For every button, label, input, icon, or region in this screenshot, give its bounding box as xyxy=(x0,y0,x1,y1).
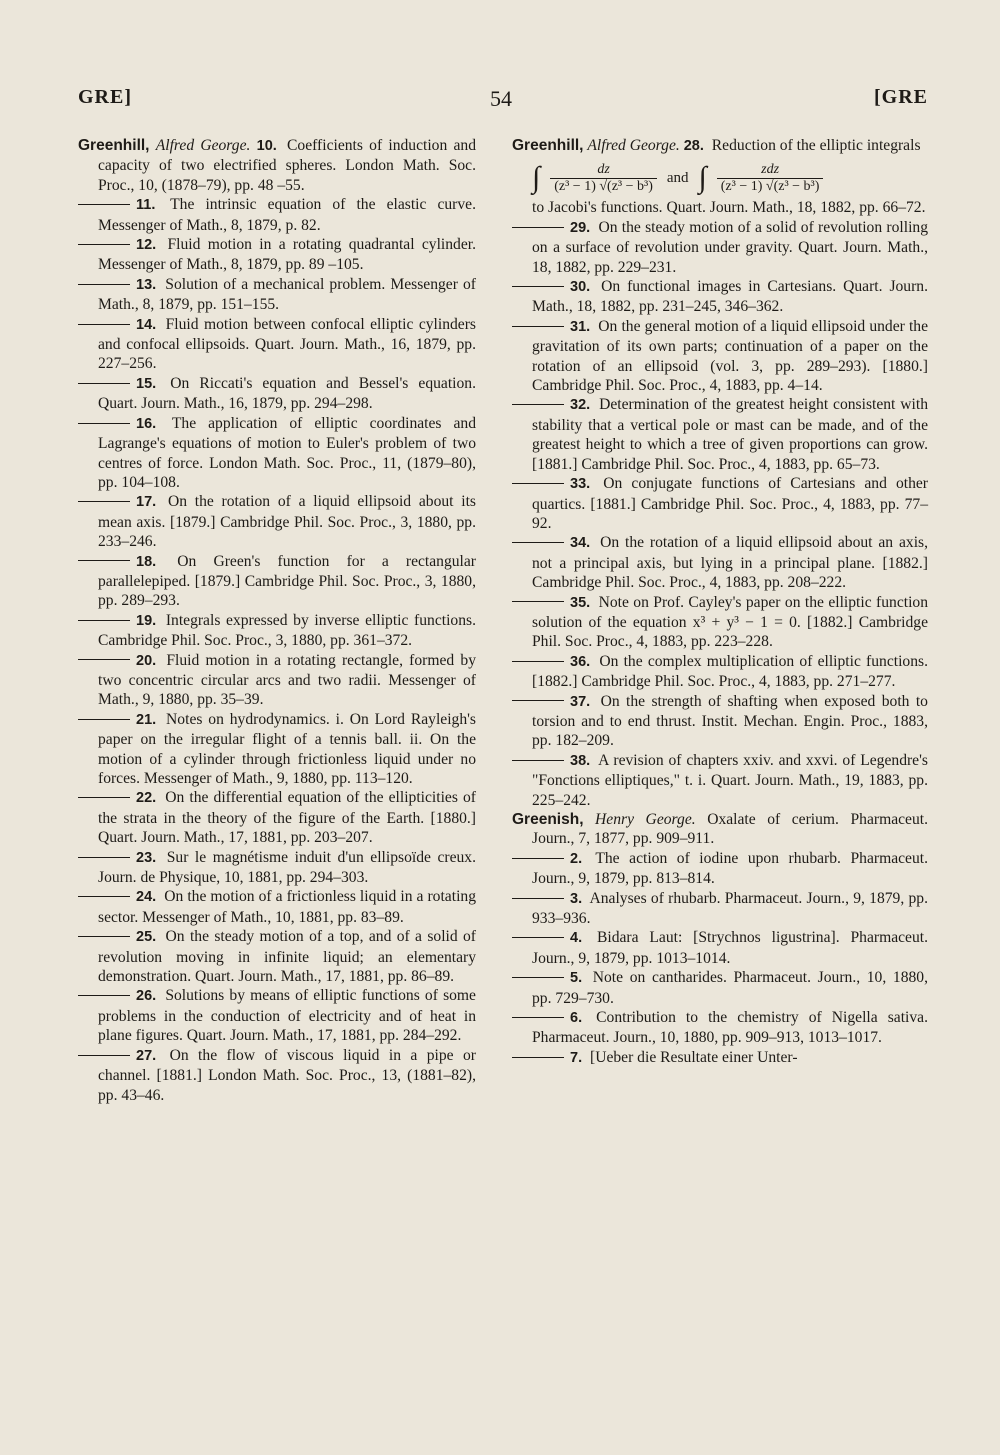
entry-text: Notes on hydrodynamics. i. On Lord Rayleigh's paper on the irregular flight of a tennis ball. ii. On the motion of a cylinder through frictionless liquid under no forces. Messenger of Math., 9, 1880, pp. 113–120. xyxy=(98,710,477,787)
bibliography-entry xyxy=(512,692,928,751)
ditto-rule xyxy=(78,1055,130,1056)
entry-text: Solution of a mechanical problem. Messenger of Math., 8, 1879, pp. 151–155. xyxy=(98,275,476,314)
bibliography-entry xyxy=(512,889,928,929)
ditto-rule xyxy=(78,324,130,325)
bibliography-entry xyxy=(78,552,476,611)
entry-text: Bidara Laut: [Strychnos ligustrina]. Pharmaceut. Journ., 9, 1879, pp. 1013–1014. xyxy=(532,929,928,967)
bibliography-entry xyxy=(78,414,476,493)
entry-text: Coefficients of induction and capacity of two electrified spheres. London Math. Soc. Proc., 10, (1878–79), pp. 48 –55. xyxy=(98,137,476,194)
entry-number: 33. xyxy=(570,476,591,493)
entry-text: The application of elliptic coordinates and Lagrange's equations of motion to Euler's problem of two centres of force. London Math. Soc. Proc., 11, (1879–80), pp. 104–108. xyxy=(98,414,476,491)
entry-number: 3. xyxy=(570,890,583,907)
ditto-rule xyxy=(512,227,564,228)
ditto-rule xyxy=(78,204,130,205)
bibliography-entry xyxy=(78,235,476,275)
ditto-rule xyxy=(78,995,130,996)
entry-text: On the complex multiplication of elliptic functions. [1882.] Cambridge Phil. Soc. Proc., 4, 1883, pp. 271–277. xyxy=(532,652,928,691)
ditto-rule xyxy=(512,858,564,859)
left-column xyxy=(78,136,476,1105)
entry-number: 21. xyxy=(136,711,157,728)
bibliography-entry xyxy=(512,593,928,652)
entry-number: 37. xyxy=(570,693,591,710)
integral-sign: ∫ xyxy=(532,161,541,195)
ditto-rule xyxy=(512,1057,564,1058)
ditto-rule xyxy=(78,659,130,660)
bibliography-entry xyxy=(78,275,476,315)
entry-number: 24. xyxy=(136,889,157,906)
entry-text: On the flow of viscous liquid in a pipe or channel. [1881.] London Math. Soc. Proc., 13, (1881–82), pp. 43–46. xyxy=(98,1046,477,1104)
bibliography-entry xyxy=(512,849,928,889)
bibliography-entry xyxy=(512,751,928,810)
ditto-rule xyxy=(512,760,564,761)
ditto-rule xyxy=(512,404,564,405)
ditto-rule xyxy=(78,560,130,561)
ditto-rule xyxy=(78,936,130,937)
right-column-entries xyxy=(512,218,928,1068)
ditto-rule xyxy=(512,1017,564,1018)
bibliography-entry xyxy=(78,887,476,927)
bibliography-entry xyxy=(78,788,476,847)
ditto-rule xyxy=(512,483,564,484)
entry-text: Integrals expressed by inverse elliptic functions. Cambridge Phil. Soc. Proc., 3, 1880, pp. 361–372. xyxy=(98,611,476,650)
entry-number: 30. xyxy=(570,279,591,296)
integral-sign: ∫ xyxy=(698,161,707,195)
author-given-names: Henry George. xyxy=(595,811,696,828)
entry-number: 18. xyxy=(136,553,157,570)
ditto-rule xyxy=(512,977,564,978)
entry-number: 20. xyxy=(136,652,157,669)
ditto-rule xyxy=(512,898,564,899)
entry-number: 22. xyxy=(136,790,157,807)
entry-number: 29. xyxy=(570,219,591,236)
entry-text: The action of iodine upon rhubarb. Pharmaceut. Journ., 9, 1879, pp. 813–814. xyxy=(532,849,928,888)
entry-number: 31. xyxy=(570,318,591,335)
ditto-rule xyxy=(78,423,130,424)
entry-number: 26. xyxy=(136,988,157,1005)
ditto-rule xyxy=(78,383,130,384)
entry-number: 34. xyxy=(570,535,591,552)
entry-number: 25. xyxy=(136,929,157,946)
ditto-rule xyxy=(512,661,564,662)
entry-number: 14. xyxy=(136,316,157,333)
entry-text: A revision of chapters xxiv. and xxvi. of Legendre's "Fonctions elliptiques," t. i. Quart. Journ. Math., 19, 1883, pp. 225–242. xyxy=(532,751,928,809)
right-column xyxy=(512,136,928,1068)
entry-text: Fluid motion between confocal elliptic cylinders and confocal ellipsoids. Quart. Journ. Math., 16, 1879, pp. 227–256. xyxy=(98,315,476,373)
entry-text: On the steady motion of a top, and of a solid of revolution moving in infinite liquid; an elementary demonstration. Quart. Journ. Math., 17, 1881, pp. 86–89. xyxy=(98,928,476,986)
author-given-names: Alfred George. xyxy=(587,137,680,154)
entry-text: Analyses of rhubarb. Pharmaceut. Journ., 9, 1879, pp. 933–936. xyxy=(532,889,928,928)
author-surname: Greenhill, xyxy=(512,137,584,154)
author-surname: Greenish, xyxy=(512,811,584,828)
entry-text: Oxalate of cerium. Pharmaceut. Journ., 7, 1877, pp. 909–911. xyxy=(532,811,928,848)
entry-text: On the strength of shafting when exposed both to torsion and to end thrust. Instit. Mechan. Engin. Proc., 1883, pp. 182–209. xyxy=(532,692,928,750)
bibliography-entry xyxy=(512,474,928,533)
bibliography-entry xyxy=(512,218,928,277)
entry-continuation xyxy=(512,198,928,217)
ditto-rule xyxy=(512,542,564,543)
formula-and: and xyxy=(666,169,689,186)
entry-number: 12. xyxy=(136,237,157,254)
bibliography-entry xyxy=(512,277,928,317)
entry-text: to Jacobi's functions. Quart. Journ. Math., 18, 1882, pp. 66–72. xyxy=(532,199,926,217)
ditto-rule xyxy=(78,620,130,621)
bibliography-entry xyxy=(78,651,476,710)
bibliography-entry xyxy=(512,533,928,592)
author-surname: Greenhill, xyxy=(78,137,150,154)
ditto-rule xyxy=(512,601,564,602)
entry-number: 38. xyxy=(570,752,591,769)
entry-number: 36. xyxy=(570,653,591,670)
entry-number: 10. xyxy=(256,138,277,154)
fraction-1: $\frac{dz}{\text{(z³ − 1) √(z³ − b³)}}$ xyxy=(550,162,657,195)
bibliography-entry xyxy=(78,710,476,789)
entry-text: On the motion of a frictionless liquid in a rotating sector. Messenger of Math., 10, 1881, pp. 83–89. xyxy=(98,888,476,926)
bibliography-entry xyxy=(512,136,928,156)
bibliography-entry xyxy=(78,315,476,374)
bibliography-entry xyxy=(78,195,476,235)
entry-text: On the general motion of a liquid ellipsoid under the gravitation of its own parts; continuation of a paper on the rotation of an ellipsoid (vol. 3, pp. 289–293). [1880.] Cambridge Phil. Soc. Proc., 4, 1883, pp. 4–14. xyxy=(532,317,928,395)
entry-text: Note on cantharides. Pharmaceut. Journ., 10, 1880, pp. 729–730. xyxy=(532,969,928,1007)
ditto-rule xyxy=(78,797,130,798)
entry-number: 2. xyxy=(570,850,583,867)
bibliography-entry xyxy=(512,652,928,692)
entry-number: 6. xyxy=(570,1010,583,1027)
page-header xyxy=(0,86,1000,126)
running-head-right: [GRE xyxy=(874,86,928,108)
integral-formula xyxy=(532,158,928,198)
entry-text: Sur le magnétisme induit d'un ellipsoïde creux. Journ. de Physique, 10, 1881, pp. 294–303. xyxy=(98,848,476,887)
ditto-rule xyxy=(512,326,564,327)
entry-text: The intrinsic equation of the elastic curve. Messenger of Math., 8, 1879, p. 82. xyxy=(98,196,476,234)
bibliography-entry xyxy=(78,1046,476,1105)
bibliography-entry xyxy=(512,968,928,1008)
bibliography-entry xyxy=(512,317,928,396)
ditto-rule xyxy=(78,244,130,245)
entry-number: 13. xyxy=(136,276,157,293)
entry-number: 7. xyxy=(570,1049,583,1066)
author-given-names: Alfred George. xyxy=(155,137,251,154)
bibliography-entry xyxy=(512,810,928,849)
entry-number: 35. xyxy=(570,594,591,611)
entry-text: On the steady motion of a solid of revolution rolling on a surface of revolution under gravity. Quart. Journ. Math., 18, 1882, pp. 229–231. xyxy=(532,218,928,276)
entry-text: Reduction of the elliptic integrals xyxy=(711,137,921,154)
entry-text: On the differential equation of the ellipticities of the strata in the theory of the figure of the Earth. [1880.] Quart. Journ. Math., 17, 1881, pp. 203–207. xyxy=(98,789,476,847)
entry-text: On the rotation of a liquid ellipsoid about an axis, not a principal axis, but lying in a principal plane. [1882.] Cambridge Phil. Soc. Proc., 4, 1883, pp. 208–222. xyxy=(532,534,928,592)
entry-number: 16. xyxy=(136,415,157,432)
running-head-left: GRE] xyxy=(78,86,132,108)
entry-number: 17. xyxy=(136,494,157,511)
entry-text: On functional images in Cartesians. Quart. Journ. Math., 18, 1882, pp. 231–245, 346–362. xyxy=(532,278,928,316)
bibliography-entry xyxy=(78,927,476,986)
entry-text: On conjugate functions of Cartesians and other quartics. [1881.] Cambridge Phil. Soc. Proc., 4, 1883, pp. 77–92. xyxy=(532,475,928,532)
bibliography-entry xyxy=(512,395,928,474)
entry-number: 23. xyxy=(136,849,157,866)
ditto-rule xyxy=(512,286,564,287)
entry-text: Solutions by means of elliptic functions of some problems in the conduction of electricity and of heat in plane figures. Quart. Journ. Math., 17, 1881, pp. 284–292. xyxy=(98,987,476,1045)
bibliography-entry xyxy=(78,136,476,195)
bibliography-entry xyxy=(78,611,476,651)
entry-text: Fluid motion in a rotating rectangle, formed by two concentric circular arcs and two radii. Messenger of Math., 9, 1880, pp. 35–39. xyxy=(98,651,476,709)
fraction-2: $\frac{\text{zdz}}{\text{(z³ − 1) √(z³ − b³)}}$ xyxy=(717,162,824,195)
ditto-rule xyxy=(78,896,130,897)
entry-text: Note on Prof. Cayley's paper on the elliptic function solution of the equation x³ + y³ − 1 = 0. [1882.] Cambridge Phil. Soc. Proc., 4, 1883, pp. 223–228. xyxy=(532,593,928,651)
entry-text: Determination of the greatest height consistent with stability that a vertical pole or mast can be made, and of the greatest height to which a tree of given proportions can grow. [1881.] Cambridge Phil. Soc. Proc., 4, 1883, pp. 65–73. xyxy=(532,396,928,473)
entry-text: On Green's function for a rectangular parallelepiped. [1879.] Cambridge Phil. Soc. Proc., 3, 1880, pp. 289–293. xyxy=(98,552,477,610)
bibliography-entry xyxy=(78,848,476,888)
entry-text: On Riccati's equation and Bessel's equation. Quart. Journ. Math., 16, 1879, pp. 294–298. xyxy=(98,374,476,413)
ditto-rule xyxy=(78,719,130,720)
entry-text: On the rotation of a liquid ellipsoid about its mean axis. [1879.] Cambridge Phil. Soc. Proc., 3, 1880, pp. 233–246. xyxy=(98,493,476,551)
ditto-rule xyxy=(512,700,564,701)
page-number: 54 xyxy=(490,86,512,111)
entry-text: [Ueber die Resultate einer Unter- xyxy=(590,1048,798,1066)
bibliography-entry xyxy=(512,1048,928,1068)
ditto-rule xyxy=(78,501,130,502)
ditto-rule xyxy=(78,857,130,858)
entry-number: 28. xyxy=(683,138,704,154)
entry-number: 27. xyxy=(136,1047,157,1064)
entry-number: 11. xyxy=(136,197,156,214)
entry-number: 19. xyxy=(136,612,157,629)
bibliography-entry xyxy=(78,986,476,1045)
ditto-rule xyxy=(78,284,130,285)
bibliography-entry xyxy=(78,374,476,414)
entry-number: 15. xyxy=(136,375,157,392)
bibliography-entry xyxy=(78,492,476,551)
entry-number: 32. xyxy=(570,397,591,414)
bibliography-entry xyxy=(512,1008,928,1048)
ditto-rule xyxy=(512,937,564,938)
bibliography-entry xyxy=(512,928,928,968)
entry-number: 4. xyxy=(570,930,583,947)
entry-text: Fluid motion in a rotating quadrantal cylinder. Messenger of Math., 8, 1879, pp. 89 –105. xyxy=(98,236,477,274)
entry-number: 5. xyxy=(570,970,583,987)
entry-text: Contribution to the chemistry of Nigella sativa. Pharmaceut. Journ., 10, 1880, pp. 909–913, 1013–1017. xyxy=(532,1009,928,1047)
